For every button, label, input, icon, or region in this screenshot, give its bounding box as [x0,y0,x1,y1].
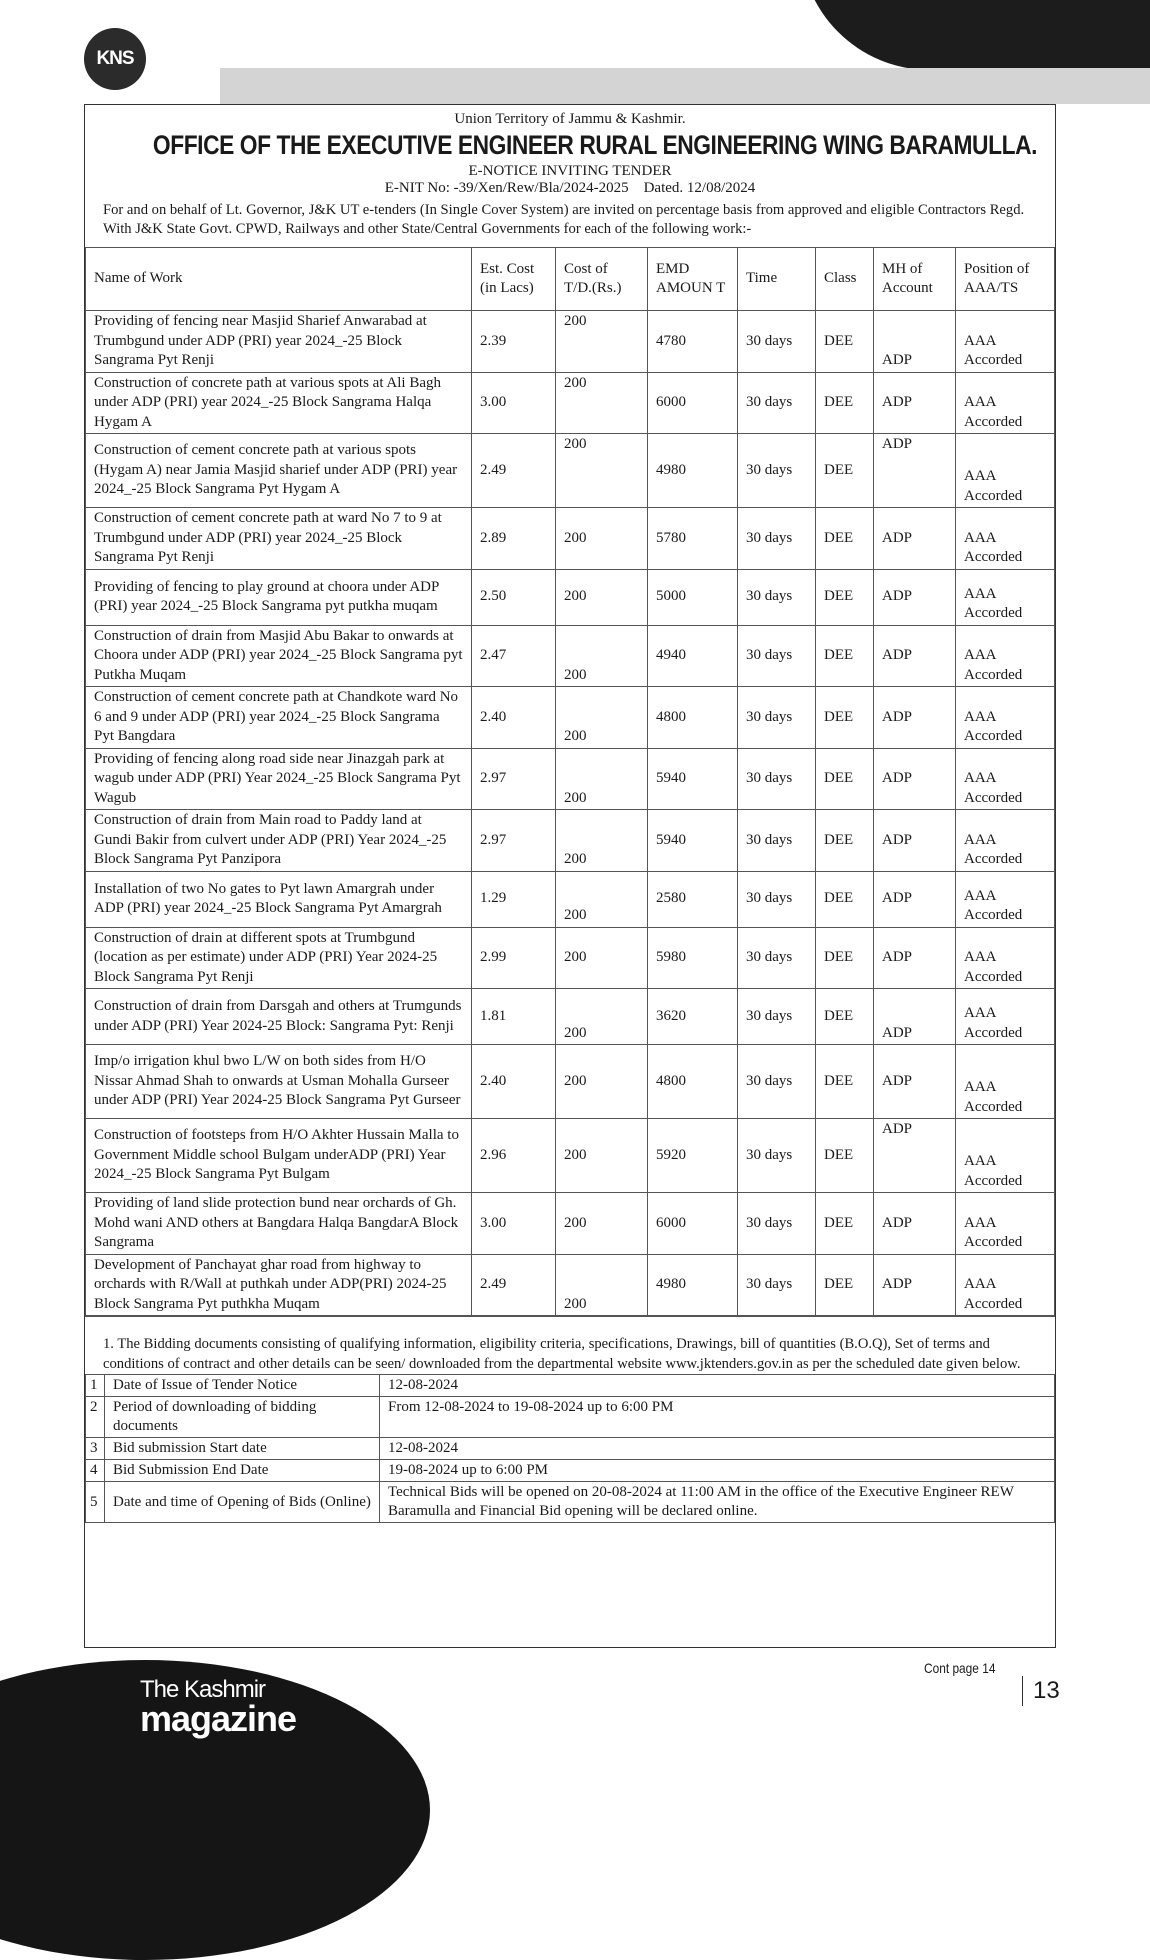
td-cost: 200 [556,1254,648,1316]
td-cost: 200 [556,372,648,434]
table-row [86,810,1055,872]
col-header: Cost of T/D.(Rs.) [556,248,648,311]
work-name: Providing of fencing to play ground at choora under ADP (PRI) year 2024_-25 Block Sangrama pyt putkha muqam [86,569,472,625]
time-period: 30 days [738,687,816,749]
aaa-position: AAA Accorded [956,1119,1055,1193]
work-name: Construction of concrete path at various spots at Ali Bagh under ADP (PRI) year 2024_-25 Block Sangrama Halqa Hygam A [86,372,472,434]
emd-amount: 4980 [648,1254,738,1316]
col-header: MH of Account [874,248,956,311]
mh-account: ADP [874,1119,956,1193]
table-row [86,434,1055,508]
est-cost: 2.97 [472,810,556,872]
schedule-value: 19-08-2024 up to 6:00 PM [380,1460,1055,1482]
schedule-table [85,1374,1055,1523]
time-period: 30 days [738,927,816,989]
est-cost: 2.49 [472,434,556,508]
time-period: 30 days [738,871,816,927]
emd-amount: 4780 [648,311,738,373]
time-period: 30 days [738,508,816,570]
mh-account: ADP [874,508,956,570]
schedule-label: Bid Submission End Date [105,1460,380,1482]
work-name: Providing of fencing along road side near Jinazgah park at wagub under ADP (PRI) Year 2024_-25 Block Sangrama Pyt Wagub [86,748,472,810]
col-header: Class [816,248,874,311]
schedule-row [86,1375,1055,1397]
aaa-position: AAA Accorded [956,311,1055,373]
schedule-label: Period of downloading of bidding documents [105,1397,380,1438]
aaa-position: AAA Accorded [956,508,1055,570]
aaa-position: AAA Accorded [956,434,1055,508]
contractor-class: DEE [816,989,874,1045]
table-row [86,508,1055,570]
emd-amount: 5940 [648,748,738,810]
col-header: Est. Cost (in Lacs) [472,248,556,311]
emd-amount: 5980 [648,927,738,989]
aaa-position: AAA Accorded [956,569,1055,625]
col-header: Position of AAA/TS [956,248,1055,311]
emd-amount: 5000 [648,569,738,625]
schedule-number: 2 [86,1397,105,1438]
emd-amount: 4800 [648,1045,738,1119]
kns-logo: KNS [84,28,146,90]
magazine-logo [140,1676,297,1739]
contractor-class: DEE [816,810,874,872]
work-name: Installation of two No gates to Pyt lawn Amargrah under ADP (PRI) year 2024_-25 Block Sangrama Pyt Amargrah [86,871,472,927]
contractor-class: DEE [816,1193,874,1255]
td-cost: 200 [556,871,648,927]
mh-account: ADP [874,311,956,373]
emd-amount: 5780 [648,508,738,570]
corner-decoration [800,0,1150,70]
time-period: 30 days [738,1254,816,1316]
aaa-position: AAA Accorded [956,748,1055,810]
contractor-class: DEE [816,372,874,434]
time-period: 30 days [738,625,816,687]
schedule-value: Technical Bids will be opened on 20-08-2024 at 11:00 AM in the office of the Executive Engineer REW Baramulla and Financial Bid opening will be declared online. [380,1482,1055,1523]
schedule-row [86,1460,1055,1482]
work-name: Construction of drain from Masjid Abu Bakar to onwards at Choora under ADP (PRI) year 2024_-25 Block Sangrama pyt Putkha Muqam [86,625,472,687]
table-row [86,989,1055,1045]
schedule-number: 5 [86,1482,105,1523]
time-period: 30 days [738,810,816,872]
table-row [86,927,1055,989]
table-row [86,1045,1055,1119]
emd-amount: 4800 [648,687,738,749]
time-period: 30 days [738,748,816,810]
contractor-class: DEE [816,311,874,373]
col-header: Time [738,248,816,311]
table-row [86,748,1055,810]
contractor-class: DEE [816,871,874,927]
est-cost: 2.49 [472,1254,556,1316]
contractor-class: DEE [816,748,874,810]
aaa-position: AAA Accorded [956,1193,1055,1255]
schedule-label: Date and time of Opening of Bids (Online) [105,1482,380,1523]
schedule-value: 12-08-2024 [380,1438,1055,1460]
col-header: Name of Work [86,248,472,311]
aaa-position: AAA Accorded [956,687,1055,749]
mh-account: ADP [874,1193,956,1255]
work-name: Construction of footsteps from H/O Akhter Hussain Malla to Government Middle school Bulgam underADP (PRI) Year 2024_-25 Block Sangrama Pyt Bulgam [86,1119,472,1193]
schedule-number: 4 [86,1460,105,1482]
est-cost: 2.39 [472,311,556,373]
td-cost: 200 [556,1045,648,1119]
office-title: OFFICE OF THE EXECUTIVE ENGINEER RURAL ENGINEERING WING BARAMULLA. [152,130,1038,160]
table-row [86,1193,1055,1255]
contractor-class: DEE [816,625,874,687]
table-row [86,687,1055,749]
aaa-position: AAA Accorded [956,1254,1055,1316]
aaa-position: AAA Accorded [956,927,1055,989]
emd-amount: 4940 [648,625,738,687]
aaa-position: AAA Accorded [956,989,1055,1045]
notice-header [85,105,1055,197]
td-cost: 200 [556,1193,648,1255]
schedule-label: Date of Issue of Tender Notice [105,1375,380,1397]
est-cost: 2.89 [472,508,556,570]
time-period: 30 days [738,1119,816,1193]
td-cost: 200 [556,311,648,373]
continued-note: Cont page 14 [924,1660,996,1676]
contractor-class: DEE [816,569,874,625]
td-cost: 200 [556,625,648,687]
work-name: Construction of drain at different spots at Trumbgund (location as per estimate) under ADP (PRI) Year 2024-25 Block Sangrama Pyt Renji [86,927,472,989]
mh-account: ADP [874,748,956,810]
emd-amount: 5940 [648,810,738,872]
mh-account: ADP [874,1045,956,1119]
est-cost: 1.81 [472,989,556,1045]
est-cost: 2.47 [472,625,556,687]
table-row [86,1119,1055,1193]
table-row [86,1254,1055,1316]
works-table-body [86,311,1055,1316]
emd-amount: 6000 [648,1193,738,1255]
work-name: Development of Panchayat ghar road from highway to orchards with R/Wall at puthkah under ADP(PRI) 2024-25 Block Sangrama Pyt puthkha Muqam [86,1254,472,1316]
enit-number: E-NIT No: -39/Xen/Rew/Bla/2024-2025 Dated. 12/08/2024 [384,180,756,196]
contractor-class: DEE [816,687,874,749]
est-cost: 2.96 [472,1119,556,1193]
mh-account: ADP [874,871,956,927]
work-name: Providing of land slide protection bund near orchards of Gh. Mohd wani AND others at Bangdara Halqa BangdarA Block Sangrama [86,1193,472,1255]
time-period: 30 days [738,372,816,434]
schedule-value: From 12-08-2024 to 19-08-2024 up to 6:00 PM [380,1397,1055,1438]
td-cost: 200 [556,434,648,508]
mh-account: ADP [874,434,956,508]
est-cost: 2.50 [472,569,556,625]
td-cost: 200 [556,569,648,625]
table-row [86,569,1055,625]
emd-amount: 5920 [648,1119,738,1193]
work-name: Providing of fencing near Masjid Sharief Anwarabad at Trumbgund under ADP (PRI) year 2024_-25 Block Sangrama Pyt Renji [86,311,472,373]
emd-amount: 4980 [648,434,738,508]
schedule-row [86,1482,1055,1523]
tender-notice [84,104,1056,1648]
mh-account: ADP [874,1254,956,1316]
time-period: 30 days [738,311,816,373]
mh-account: ADP [874,810,956,872]
work-name: Construction of drain from Darsgah and others at Trumgunds under ADP (PRI) Year 2024-25 Block: Sangrama Pyt: Renji [86,989,472,1045]
ut-line: Union Territory of Jammu & Kashmir. [454,111,686,127]
time-period: 30 days [738,1193,816,1255]
est-cost: 2.40 [472,1045,556,1119]
td-cost: 200 [556,989,648,1045]
contractor-class: DEE [816,434,874,508]
mh-account: ADP [874,989,956,1045]
work-name: Imp/o irrigation khul bwo L/W on both sides from H/O Nissar Ahmad Shah to onwards at Usman Mohalla Gurseer under ADP (PRI) Year 2024-25 Block Sangrama Pyt Gurseer [86,1045,472,1119]
schedule-value: 12-08-2024 [380,1375,1055,1397]
td-cost: 200 [556,687,648,749]
table-row [86,871,1055,927]
page-number: 13 [1022,1676,1060,1706]
work-name: Construction of drain from Main road to Paddy land at Gundi Bakir from culvert under ADP (PRI) Year 2024_-25 Block Sangrama Pyt Panzipora [86,810,472,872]
table-row [86,311,1055,373]
est-cost: 1.29 [472,871,556,927]
schedule-number: 3 [86,1438,105,1460]
table-header-row [86,248,1055,311]
est-cost: 2.99 [472,927,556,989]
mh-account: ADP [874,625,956,687]
contractor-class: DEE [816,1045,874,1119]
header-bar [220,68,1150,104]
notice-type: E-NOTICE INVITING TENDER [468,163,672,179]
td-cost: 200 [556,1119,648,1193]
emd-amount: 6000 [648,372,738,434]
mh-account: ADP [874,927,956,989]
est-cost: 2.97 [472,748,556,810]
work-name: Construction of cement concrete path at Chandkote ward No 6 and 9 under ADP (PRI) year 2024_-25 Block Sangrama Pyt Bangdara [86,687,472,749]
mh-account: ADP [874,687,956,749]
aaa-position: AAA Accorded [956,810,1055,872]
time-period: 30 days [738,569,816,625]
mh-account: ADP [874,569,956,625]
magazine-name-line2: magazine [140,1698,297,1739]
schedule-label: Bid submission Start date [105,1438,380,1460]
work-name: Construction of cement concrete path at various spots (Hygam A) near Jamia Masjid sharief under ADP (PRI) year 2024_-25 Block Sangrama Pyt Hygam A [86,434,472,508]
td-cost: 200 [556,748,648,810]
td-cost: 200 [556,810,648,872]
contractor-class: DEE [816,508,874,570]
works-table [85,247,1055,1316]
schedule-row [86,1438,1055,1460]
aaa-position: AAA Accorded [956,1045,1055,1119]
magazine-name-line1: The Kashmir [140,1676,266,1703]
aaa-position: AAA Accorded [956,871,1055,927]
schedule-row [86,1397,1055,1438]
time-period: 30 days [738,1045,816,1119]
table-row [86,372,1055,434]
contractor-class: DEE [816,927,874,989]
est-cost: 3.00 [472,1193,556,1255]
td-cost: 200 [556,927,648,989]
est-cost: 2.40 [472,687,556,749]
table-row [86,625,1055,687]
aaa-position: AAA Accorded [956,625,1055,687]
col-header: EMD AMOUN T [648,248,738,311]
work-name: Construction of cement concrete path at ward No 7 to 9 at Trumbgund under ADP (PRI) year 2024_-25 Block Sangrama Pyt Renji [86,508,472,570]
contractor-class: DEE [816,1119,874,1193]
time-period: 30 days [738,434,816,508]
intro-text: For and on behalf of Lt. Governor, J&K UT e-tenders (In Single Cover System) are invited on percentage basis from approved and eligible Contractors Regd. With J&K State Govt. CPWD, Railways and other State/Central Governments for each of the following work:- [103,202,1025,237]
bidding-note: 1. The Bidding documents consisting of qualifying information, eligibility criteria, specifications, Drawings, bill of quantities (B.O.Q), Set of terms and conditions of contract and other details can be seen/ downloaded from the departmental website www.jktenders.gov.in as per the scheduled date given below. [85,1316,1055,1374]
schedule-body [86,1375,1055,1523]
time-period: 30 days [738,989,816,1045]
est-cost: 3.00 [472,372,556,434]
td-cost: 200 [556,508,648,570]
emd-amount: 3620 [648,989,738,1045]
aaa-position: AAA Accorded [956,372,1055,434]
emd-amount: 2580 [648,871,738,927]
contractor-class: DEE [816,1254,874,1316]
mh-account: ADP [874,372,956,434]
schedule-number: 1 [86,1375,105,1397]
